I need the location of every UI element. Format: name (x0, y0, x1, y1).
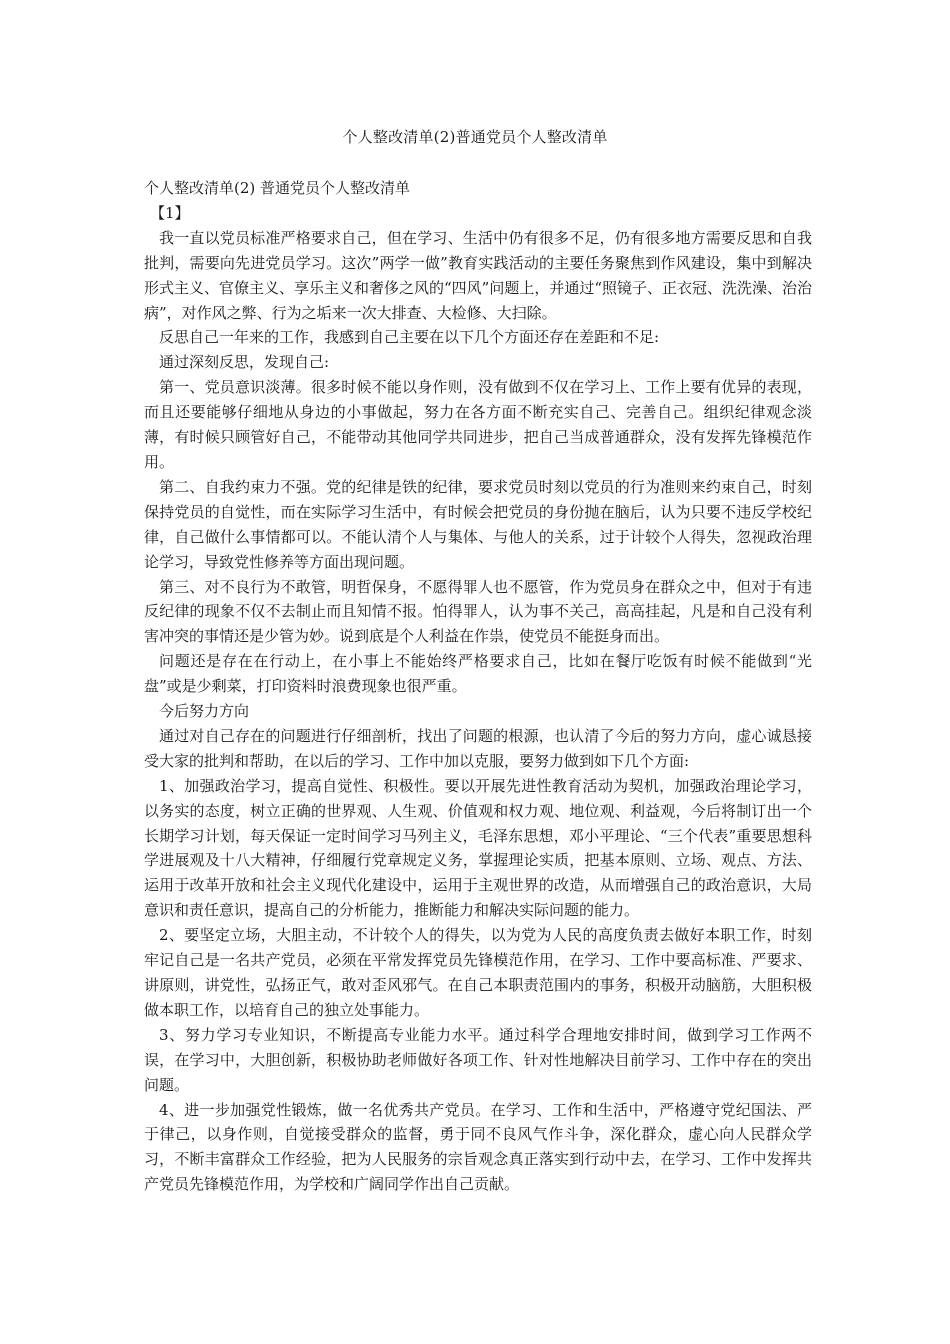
paragraph-item-2: 2、要坚定立场，大胆主动，不计较个人的得失，以为党为人民的高度负责去做好本职工作，时刻牢记自己是一名共产党员，必须在平常发挥党员先锋模范作用，在学习、工作中要高标准、严要求、讲原则，讲党性，弘扬正气，敢对歪风邪气。在自己本职责范围内的事务，积极开动脑筋，大胆积极做本职工作，以培育自己的独立处事能力。 (144, 926, 812, 1019)
paragraph-item-1: 1、加强政治学习，提高自觉性、积极性。要以开展先进性教育活动为契机，加强政治理论学习，以务实的态度，树立正确的世界观、人生观、价值观和权力观、地位观、利益观，今后将制订出一个长期学习计划，每天保证一定时间学习马列主义，毛泽东思想，邓小平理论、“三个代表”重要思想科学进展观及十八大精神，仔细履行党章规定义务，掌握理论实质，把基本原则、立场、观点、方法、运用于改革开放和社会主义现代化建设中，运用于主观世界的改造，从而增强自己的政治意识，大局意识和责任意识，提高自己的分析能力，推断能力和解决实际问题的能力。 (144, 776, 812, 920)
paragraph-point-second: 第二、自我约束力不强。党的纪律是铁的纪律，要求党员时刻以党员的行为准则来约束自己，时刻保持党员的自觉性，而在实际学习生活中，有时候会把党员的身份抛在脑后，认为只要不违反学校纪律，自己做什么事情都可以。不能认清个人与集体、与他人的关系，过于计较个人得失，忽视政治理论学习，导致党性修养等方面出现问题。 (144, 477, 812, 571)
paragraph-intro: 我一直以党员标准严格要求自己，但在学习、生活中仍有很多不足，仍有很多地方需要反思和自我批判，需要向先进党员学习。这次”两学一做”教育实践活动的主要任务聚焦到作风建设，集中到解决形式主义、官僚主义、享乐主义和奢侈之风的“四风”问题上，并通过“照镜子、正衣冠、洗洗澡、治治病”，对作风之弊、行为之垢来一次大排查、大检修、大扫除。 (144, 228, 813, 322)
paragraph-behavior-issue: 问题还是存在在行动上，在小事上不能始终严格要求自己，比如在餐厅吃饭有时候不能做到“光盘”或是少剩菜，打印资料时浪费现象也很严重。 (144, 652, 812, 696)
paragraph-item-3: 3、努力学习专业知识，不断提高专业能力水平。通过科学合理地安排时间，做到学习工作两不误，在学习中，大胆创新，积极协助老师做好各项工作、针对性地解决目前学习、工作中存在的突出问题。 (144, 1025, 812, 1094)
section-marker: 【1】 (150, 203, 190, 222)
paragraph-item-4: 4、进一步加强党性锻炼，做一名优秀共产党员。在学习、工作和生活中，严格遵守党纪国法、严于律己，以身作则，自觉接受群众的监督，勇于同不良风气作斗争，深化群众，虚心向人民群众学习，不断丰富群众工作经验，把为人民服务的宗旨观念真正落实到行动中去，在学习、工作中发挥共产党员先锋模范作用，为学校和广阔同学作出自己贡献。 (144, 1100, 812, 1194)
paragraph-direction-intro: 通过对自己存在的问题进行仔细剖析，找出了问题的根源，也认清了今后的努力方向，虚心诚恳接受大家的批判和帮助，在以后的学习、工作中加以克服，要努力做到如下几个方面: (144, 726, 812, 770)
paragraph-point-third: 第三、对不良行为不敢管，明哲保身，不愿得罪人也不愿管，作为党员身在群众之中，但对于有违反纪律的现象不仅不去制止而且知情不报。怕得罪人，认为事不关己，高高挂起，凡是和自己没有利害冲突的事情还是少管为妙。说到底是个人利益在作祟，使党员不能挺身而出。 (144, 577, 812, 646)
document-body (144, 176, 812, 1197)
section-heading-direction: 今后努力方向 (159, 702, 250, 721)
paragraph-point-first: 第一、党员意识淡薄。很多时候不能以身作则，没有做到不仅在学习上、工作上要有优异的表现，而且还要能够仔细地从身边的小事做起，努力在各方面不断充实自己、完善自己。组织纪律观念淡薄，有时候只顾管好自己，不能带动其他同学共同进步，把自己当成普通群众，没有发挥先锋模范作用。 (144, 378, 812, 471)
document-subtitle: 个人整改清单(2) 普通党员个人整改清单 (144, 179, 411, 197)
paragraph-reflection: 反思自己一年来的工作，我感到自己主要在以下几个方面还存在差距和不足: (159, 328, 660, 347)
document-title: 个人整改清单(2)普通党员个人整改清单 (342, 128, 608, 146)
paragraph-findings-lead: 通过深刻反思，发现自己: (159, 353, 330, 372)
